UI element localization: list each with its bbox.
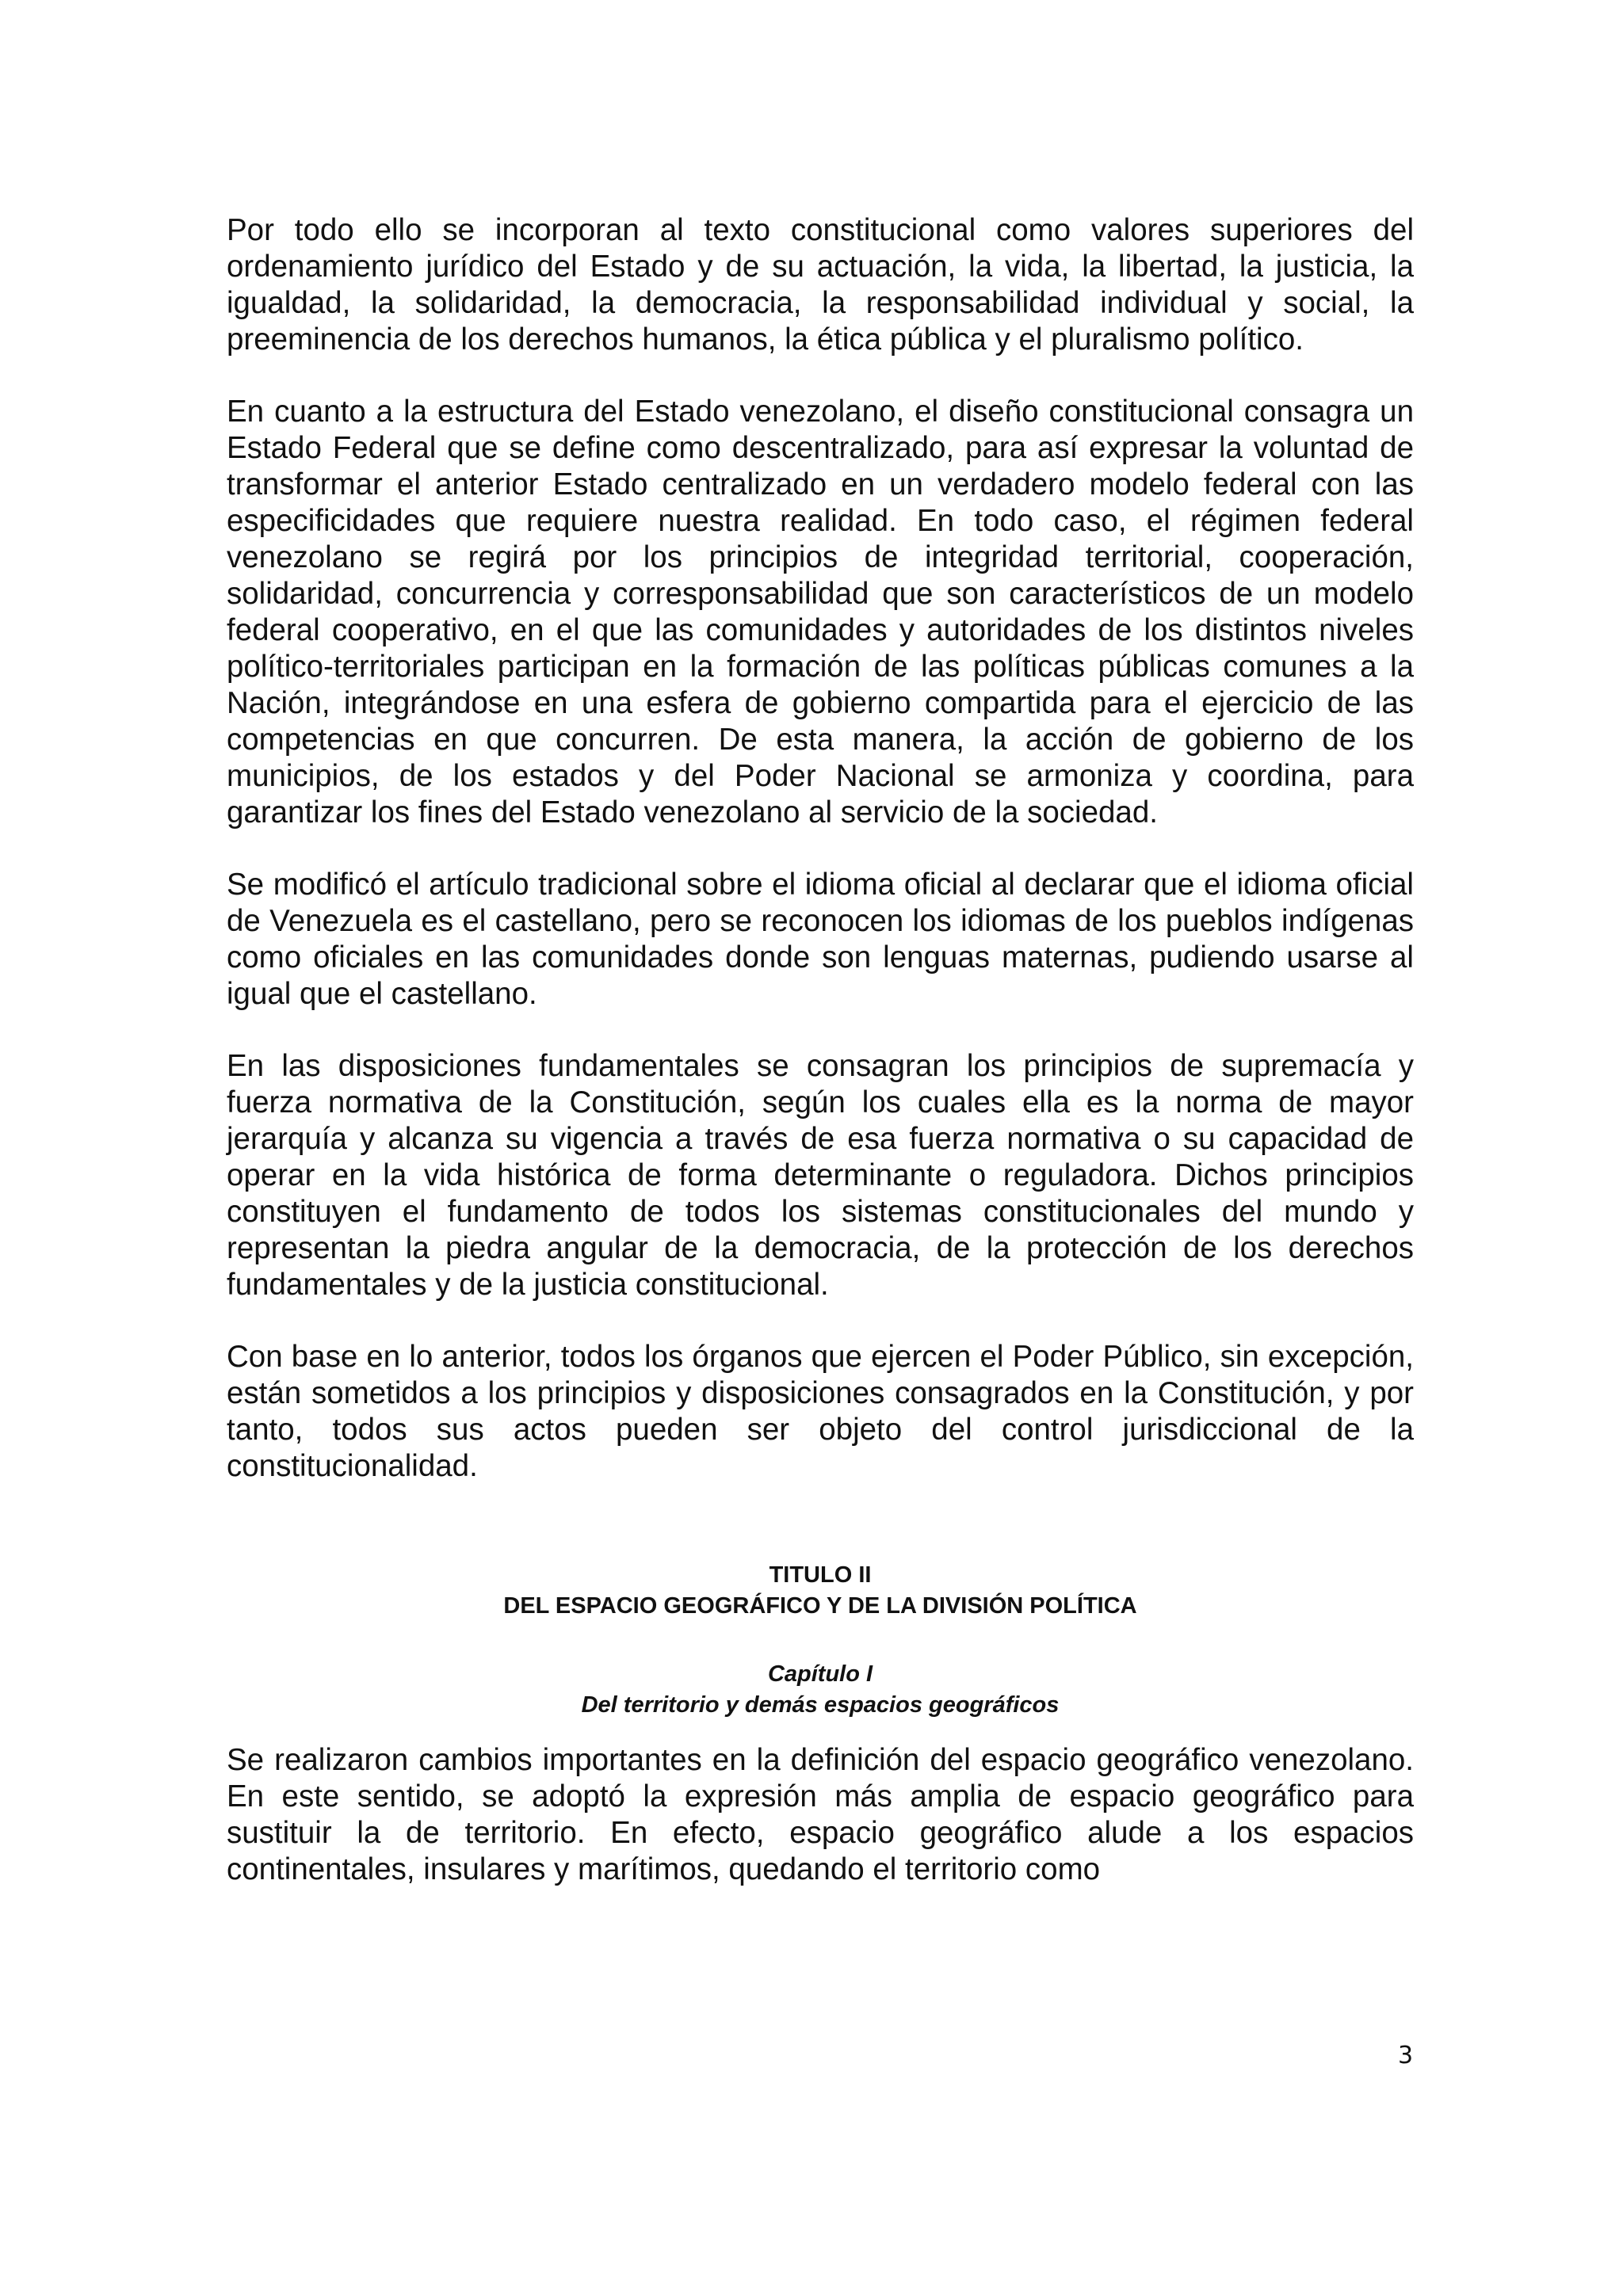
paragraph-geographic-space: Se realizaron cambios importantes en la definición del espacio geográfico venezolano. En este sentido, se adoptó la expresión más amplia de espacio geográfico para sustituir la de territorio. En efecto, espacio geográfico alude a los espacios continentales, insulares y marítimos, quedando el territorio como — [227, 1743, 1414, 1886]
paragraph-values: Por todo ello se incorporan al texto constitucional como valores superiores del ordenamiento jurídico del Estado y de su actuación, la vida, la libertad, la justicia, la igualdad, la solidaridad, la democracia, la responsabilidad individual y social, la preeminencia de los derechos humanos, la ética pública y el pluralismo político. — [227, 213, 1414, 357]
paragraph-fundamental-provisions: En las disposiciones fundamentales se consagran los principios de supremacía y fuerza normativa de la Constitución, según los cuales ella es la norma de mayor jerarquía y alcanza su vigencia a través de esa fuerza normativa o su capacidad de operar en la vida histórica de forma determinante o reguladora. Dichos principios constituyen el fundamento de todos los sistemas constitucionales del mundo y representan la piedra angular de la democracia, de la protección de los derechos fundamentales y de la justicia constitucional. — [227, 1049, 1414, 1302]
paragraph-public-power: Con base en lo anterior, todos los órganos que ejercen el Poder Público, sin excepción, están sometidos a los principios y disposiciones consagrados en la Constitución, y por tanto, todos sus actos pueden ser objeto del control jurisdiccional de la constitucionalidad. — [227, 1340, 1414, 1483]
page-content — [227, 212, 1414, 1924]
paragraph-state-structure: En cuanto a la estructura del Estado venezolano, el diseño constitucional consagra un Estado Federal que se define como descentralizado, para así expresar la voluntad de transformar el anterior Estado centralizado en un verdadero modelo federal con las especificidades que requiere nuestra realidad. En todo caso, el régimen federal venezolano se regirá por los principios de integridad territorial, cooperación, solidaridad, concurrencia y corresponsabilidad que son característicos de un modelo federal cooperativo, en el que las comunidades y autoridades de los distintos niveles político-territoriales participan en la formación de las políticas públicas comunes a la Nación, integrándose en una esfera de gobierno compartida para el ejercicio de las competencias en que concurren. De esta manera, la acción de gobierno de los municipios, de los estados y del Poder Nacional se armoniza y coordina, para garantizar los fines del Estado venezolano al servicio de la sociedad. — [227, 395, 1414, 830]
title-number: TITULO II — [769, 1562, 872, 1588]
page-number: 3 — [1398, 2042, 1414, 2069]
title-name: DEL ESPACIO GEOGRÁFICO Y DE LA DIVISIÓN POLÍTICA — [503, 1593, 1137, 1619]
paragraph-official-language: Se modificó el artículo tradicional sobre el idioma oficial al declarar que el idioma oficial de Venezuela es el castellano, pero se reconocen los idiomas de los pueblos indígenas como oficiales en las comunidades donde son lenguas maternas, pudiendo usarse al igual que el castellano. — [227, 868, 1414, 1011]
chapter-number: Capítulo I — [767, 1661, 873, 1687]
chapter-name: Del territorio y demás espacios geográficos — [581, 1692, 1060, 1718]
chapter-heading — [227, 1659, 1414, 1721]
title-heading — [227, 1560, 1414, 1622]
